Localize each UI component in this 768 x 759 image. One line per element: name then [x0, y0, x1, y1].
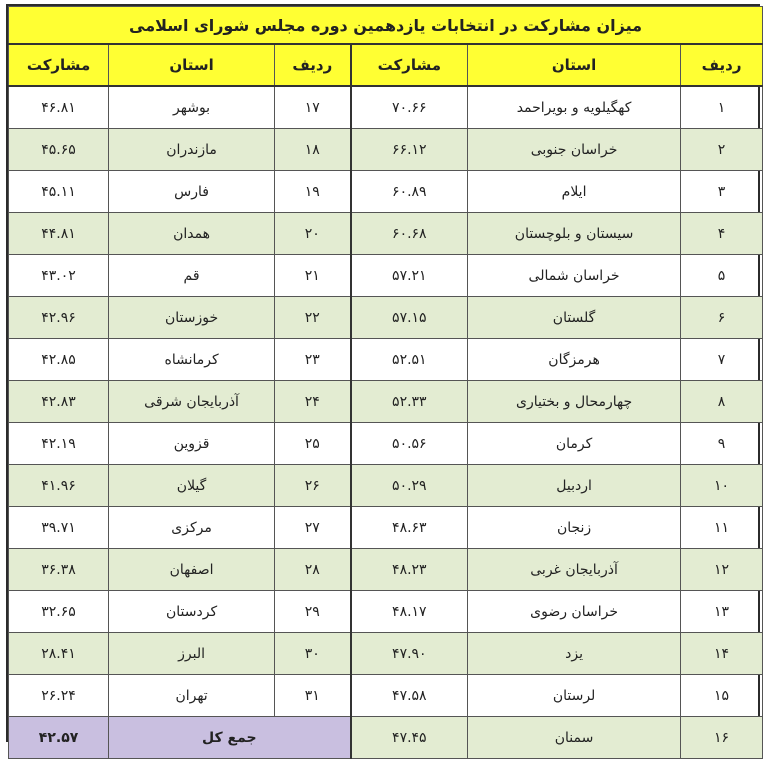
province-cell: آذربایجان غربی	[468, 549, 681, 591]
table-row	[9, 507, 763, 549]
rank-cell: ۲۹	[275, 591, 351, 633]
province-cell: بوشهر	[109, 86, 275, 129]
participation-cell: ۳۹.۷۱	[9, 507, 109, 549]
participation-cell: ۴۲.۸۳	[9, 381, 109, 423]
participation-cell: ۵۰.۲۹	[351, 465, 468, 507]
participation-cell: ۴۲.۱۹	[9, 423, 109, 465]
province-cell: خراسان رضوی	[468, 591, 681, 633]
participation-cell: ۴۸.۶۳	[351, 507, 468, 549]
province-cell: ایلام	[468, 171, 681, 213]
participation-cell: ۷۰.۶۶	[351, 86, 468, 129]
participation-table	[8, 6, 763, 759]
province-cell: تهران	[109, 675, 275, 717]
rank-cell: ۲۳	[275, 339, 351, 381]
table-row	[9, 465, 763, 507]
participation-cell: ۵۰.۵۶	[351, 423, 468, 465]
table-row	[9, 171, 763, 213]
table-row	[9, 675, 763, 717]
rank-cell: ۲۶	[275, 465, 351, 507]
province-cell: گلستان	[468, 297, 681, 339]
province-cell: اصفهان	[109, 549, 275, 591]
province-cell: چهارمحال و بختیاری	[468, 381, 681, 423]
rank-cell: ۱۵	[681, 675, 763, 717]
rank-cell: ۳۰	[275, 633, 351, 675]
participation-cell: ۴۸.۱۷	[351, 591, 468, 633]
rank-cell: ۵	[681, 255, 763, 297]
header-province-left: استان	[109, 44, 275, 86]
rank-cell: ۱	[681, 86, 763, 129]
participation-cell: ۴۸.۲۳	[351, 549, 468, 591]
rank-cell: ۲۰	[275, 213, 351, 255]
rank-cell: ۳	[681, 171, 763, 213]
header-province-right: استان	[468, 44, 681, 86]
header-rank-right: ردیف	[681, 44, 763, 86]
rank-cell: ۱۶	[681, 717, 763, 759]
rank-cell: ۴	[681, 213, 763, 255]
province-cell: کهگیلویه و بویراحمد	[468, 86, 681, 129]
participation-cell: ۶۶.۱۲	[351, 129, 468, 171]
province-cell: البرز	[109, 633, 275, 675]
rank-cell: ۱۰	[681, 465, 763, 507]
participation-cell: ۵۲.۵۱	[351, 339, 468, 381]
province-cell: اردبیل	[468, 465, 681, 507]
participation-cell: ۴۷.۹۰	[351, 633, 468, 675]
province-cell: زنجان	[468, 507, 681, 549]
participation-cell: ۴۴.۸۱	[9, 213, 109, 255]
participation-cell: ۴۵.۱۱	[9, 171, 109, 213]
participation-cell: ۳۲.۶۵	[9, 591, 109, 633]
province-cell: فارس	[109, 171, 275, 213]
rank-cell: ۲	[681, 129, 763, 171]
province-cell: مرکزی	[109, 507, 275, 549]
participation-cell: ۵۷.۱۵	[351, 297, 468, 339]
table-row	[9, 129, 763, 171]
province-cell: سیستان و بلوچستان	[468, 213, 681, 255]
rank-cell: ۱۴	[681, 633, 763, 675]
participation-cell: ۶۰.۶۸	[351, 213, 468, 255]
province-cell: خراسان شمالی	[468, 255, 681, 297]
province-cell: یزد	[468, 633, 681, 675]
participation-cell: ۴۳.۰۲	[9, 255, 109, 297]
participation-cell: ۵۷.۲۱	[351, 255, 468, 297]
rank-cell: ۹	[681, 423, 763, 465]
participation-cell: ۴۷.۵۸	[351, 675, 468, 717]
rank-cell: ۲۱	[275, 255, 351, 297]
rank-cell: ۱۸	[275, 129, 351, 171]
table-row	[9, 633, 763, 675]
header-row	[9, 44, 763, 86]
rank-cell: ۱۳	[681, 591, 763, 633]
participation-cell: ۴۷.۴۵	[351, 717, 468, 759]
rank-cell: ۳۱	[275, 675, 351, 717]
province-cell: خوزستان	[109, 297, 275, 339]
table-row	[9, 549, 763, 591]
table-row	[9, 255, 763, 297]
table-row	[9, 717, 763, 759]
participation-cell: ۴۲.۹۶	[9, 297, 109, 339]
rank-cell: ۲۸	[275, 549, 351, 591]
total-value: ۴۲.۵۷	[9, 717, 109, 759]
table-title: میزان مشارکت در انتخابات یازدهمین دوره مجلس شورای اسلامی	[9, 7, 763, 45]
province-cell: خراسان جنوبی	[468, 129, 681, 171]
province-cell: مازندران	[109, 129, 275, 171]
participation-cell: ۲۶.۲۴	[9, 675, 109, 717]
province-cell: لرستان	[468, 675, 681, 717]
header-participation-left: مشارکت	[9, 44, 109, 86]
participation-cell: ۴۵.۶۵	[9, 129, 109, 171]
table-row	[9, 213, 763, 255]
participation-cell: ۳۶.۳۸	[9, 549, 109, 591]
province-cell: سمنان	[468, 717, 681, 759]
total-label: جمع کل	[109, 717, 351, 759]
province-cell: آذربایجان شرقی	[109, 381, 275, 423]
table-row	[9, 339, 763, 381]
participation-cell: ۴۲.۸۵	[9, 339, 109, 381]
participation-cell: ۴۶.۸۱	[9, 86, 109, 129]
province-cell: قم	[109, 255, 275, 297]
province-cell: هرمزگان	[468, 339, 681, 381]
province-cell: همدان	[109, 213, 275, 255]
rank-cell: ۱۷	[275, 86, 351, 129]
rank-cell: ۲۵	[275, 423, 351, 465]
table-row	[9, 297, 763, 339]
table-row	[9, 591, 763, 633]
table-row	[9, 423, 763, 465]
participation-cell: ۶۰.۸۹	[351, 171, 468, 213]
rank-cell: ۸	[681, 381, 763, 423]
province-cell: کردستان	[109, 591, 275, 633]
rank-cell: ۲۷	[275, 507, 351, 549]
table-row	[9, 86, 763, 129]
participation-table-frame	[6, 4, 760, 746]
rank-cell: ۶	[681, 297, 763, 339]
province-cell: کرمان	[468, 423, 681, 465]
rank-cell: ۱۱	[681, 507, 763, 549]
province-cell: قزوین	[109, 423, 275, 465]
rank-cell: ۷	[681, 339, 763, 381]
rank-cell: ۱۹	[275, 171, 351, 213]
rank-cell: ۲۴	[275, 381, 351, 423]
participation-cell: ۴۱.۹۶	[9, 465, 109, 507]
rank-cell: ۱۲	[681, 549, 763, 591]
rank-cell: ۲۲	[275, 297, 351, 339]
province-cell: گیلان	[109, 465, 275, 507]
header-participation-right: مشارکت	[351, 44, 468, 86]
province-cell: کرمانشاه	[109, 339, 275, 381]
participation-cell: ۵۲.۳۳	[351, 381, 468, 423]
header-rank-left: ردیف	[275, 44, 351, 86]
participation-cell: ۲۸.۴۱	[9, 633, 109, 675]
table-row	[9, 381, 763, 423]
